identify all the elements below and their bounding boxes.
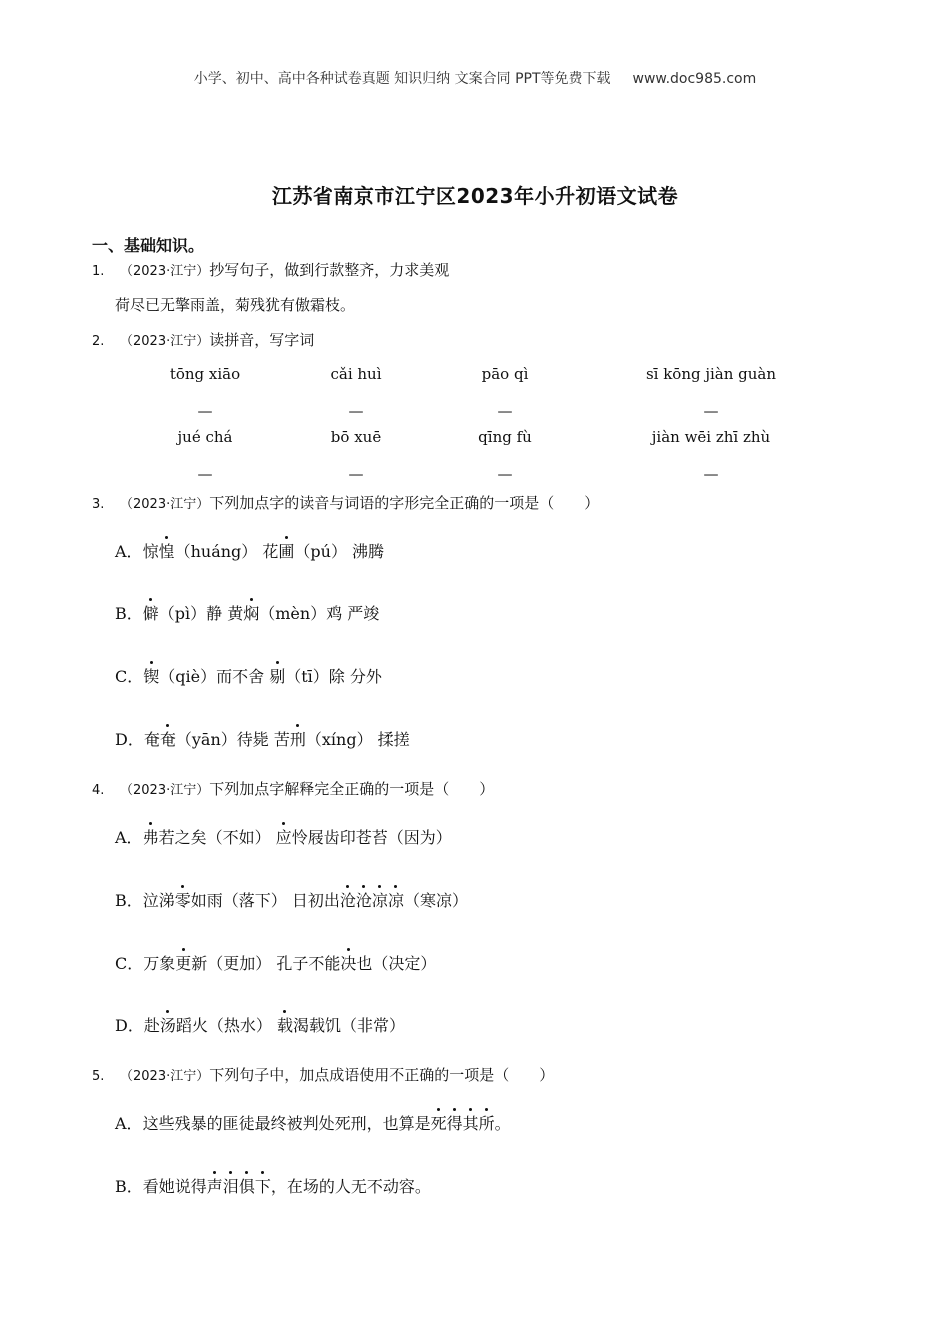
option-text: （寒凉）	[403, 891, 468, 910]
option-c[interactable]	[115, 664, 382, 687]
dotted-char: 僻	[143, 601, 159, 624]
option-text: （pì）静 黄	[158, 604, 244, 623]
dotted-char: 声	[207, 1174, 223, 1197]
option-text: 蹈火（热水）	[175, 1016, 277, 1035]
dotted-idiom	[431, 1114, 495, 1133]
dotted-char: 零	[175, 888, 191, 911]
answer-blank[interactable]: —	[497, 465, 513, 483]
question-text: 读拼音，写字词	[209, 331, 315, 349]
answer-blank[interactable]: —	[197, 465, 213, 483]
option-label: B．	[115, 1177, 143, 1196]
option-text: 泣涕	[142, 891, 175, 910]
header-site[interactable]: www.doc985.com	[632, 71, 757, 87]
option-text: （pú） 沸腾	[294, 542, 385, 561]
question-source: （2023·江宁）	[120, 497, 210, 512]
question-5	[92, 1064, 554, 1085]
dotted-char: 载	[277, 1013, 293, 1036]
pinyin-item: bō xuē	[330, 428, 382, 446]
pinyin-item: jiàn wēi zhī zhù	[651, 428, 771, 446]
option-text: （qiè）而不舍	[159, 667, 270, 686]
dotted-char: 泪	[223, 1174, 239, 1197]
option-text: （yān）待毙 苦	[175, 730, 290, 749]
answer-blank[interactable]: —	[348, 465, 364, 483]
dotted-char: 沧	[356, 888, 372, 911]
header-text: 小学、初中、高中各种试卷真题 知识归纳 文案合同 PPT等免费下载	[193, 71, 611, 87]
dotted-char: 弗	[143, 825, 159, 848]
copy-sentence: 荷尽已无擎雨盖，菊残犹有傲霜枝。	[115, 296, 356, 314]
option-d[interactable]	[115, 1013, 405, 1036]
dotted-char: 所	[479, 1111, 495, 1134]
dotted-char: 应	[276, 825, 292, 848]
option-text: 万象	[143, 954, 176, 973]
option-label: B．	[115, 604, 143, 623]
option-text: 赴	[143, 1016, 160, 1035]
option-text: 。	[494, 1114, 511, 1133]
dotted-char: 决	[340, 951, 356, 974]
pinyin-item: pāo qì	[481, 365, 529, 383]
page-header	[0, 68, 950, 88]
option-label: D．	[115, 1016, 144, 1035]
question-1	[92, 259, 449, 280]
answer-blank[interactable]: —	[348, 402, 364, 420]
option-label: C．	[115, 954, 144, 973]
answer-blank[interactable]: —	[703, 465, 719, 483]
dotted-char: 俱	[239, 1174, 255, 1197]
question-text: 下列加点字解释完全正确的一项是（ ）	[209, 780, 495, 798]
option-text: （tī）除 分外	[285, 667, 382, 686]
option-c[interactable]	[115, 951, 436, 974]
question-source: （2023·江宁）	[120, 1069, 210, 1084]
option-text: 若之矣（不如）	[158, 828, 276, 847]
option-text: 惊	[142, 542, 159, 561]
pinyin-item: jué chá	[177, 428, 233, 446]
question-3	[92, 492, 599, 513]
option-text: 也（决定）	[356, 954, 437, 973]
option-text: ，在场的人无不动容。	[270, 1177, 431, 1196]
dotted-char: 其	[463, 1111, 479, 1134]
pinyin-item: tōng xiāo	[169, 365, 241, 383]
question-number: 5.	[92, 1069, 105, 1084]
dotted-char: 凉	[372, 888, 388, 911]
dotted-char	[340, 891, 404, 910]
dotted-char: 死	[431, 1111, 447, 1134]
dotted-char: 汤	[160, 1013, 176, 1036]
section-heading: 一、基础知识。	[92, 236, 205, 255]
option-text: 这些残暴的匪徒最终被判处死刑，也算是	[142, 1114, 431, 1133]
question-2	[92, 329, 314, 350]
answer-blank[interactable]: —	[497, 402, 513, 420]
answer-blank[interactable]: —	[197, 402, 213, 420]
option-text: 如雨（落下） 日初出	[190, 891, 340, 910]
question-number: 4.	[92, 783, 105, 798]
dotted-char: 焖	[243, 601, 259, 624]
question-text: 抄写句子，做到行款整齐，力求美观	[209, 261, 450, 279]
option-d[interactable]	[115, 727, 410, 750]
option-b[interactable]	[115, 888, 468, 911]
option-label: A．	[115, 1114, 143, 1133]
dotted-char: 凉	[388, 888, 404, 911]
dotted-char: 刑	[290, 727, 306, 750]
pinyin-item: cǎi huì	[330, 365, 382, 383]
question-number: 3.	[92, 497, 105, 512]
dotted-char: 得	[447, 1111, 463, 1134]
question-source: （2023·江宁）	[120, 783, 210, 798]
question-text: 下列句子中，加点成语使用不正确的一项是（ ）	[209, 1066, 555, 1084]
page-title: 江苏省南京市江宁区2023年小升初语文试卷	[271, 184, 679, 208]
dotted-char: 奄	[160, 727, 176, 750]
option-b[interactable]	[115, 601, 379, 624]
question-source: （2023·江宁）	[120, 334, 210, 349]
option-text: （mèn）鸡 严竣	[259, 604, 380, 623]
question-text: 下列加点字的读音与词语的字形完全正确的一项是（ ）	[209, 494, 600, 512]
option-a[interactable]	[115, 539, 384, 562]
dotted-idiom	[207, 1177, 271, 1196]
pinyin-item: qīng fù	[478, 428, 532, 446]
option-text: 奄	[143, 730, 160, 749]
dotted-char: 更	[175, 951, 191, 974]
question-number: 2.	[92, 334, 105, 349]
option-text: 渴载饥（非常）	[292, 1016, 405, 1035]
question-4	[92, 778, 494, 799]
option-label: C．	[115, 667, 144, 686]
option-a[interactable]	[115, 1111, 511, 1134]
dotted-char: 惶	[159, 539, 175, 562]
option-label: A．	[115, 542, 143, 561]
option-text: 看她说得	[142, 1177, 207, 1196]
dotted-char: 下	[255, 1174, 271, 1197]
dotted-char: 锲	[143, 664, 159, 687]
pinyin-item: sī kōng jiàn guàn	[645, 365, 777, 383]
answer-blank[interactable]: —	[703, 402, 719, 420]
option-b[interactable]	[115, 1174, 431, 1197]
option-a[interactable]	[115, 825, 452, 848]
option-label: D．	[115, 730, 144, 749]
option-text: 新（更加） 孔子不能	[191, 954, 341, 973]
option-text: 怜屐齿印苍苔（因为）	[291, 828, 452, 847]
dotted-char: 剔	[269, 664, 285, 687]
option-text: （huáng） 花	[174, 542, 279, 561]
dotted-char: 沧	[340, 888, 356, 911]
option-label: B．	[115, 891, 143, 910]
question-number: 1.	[92, 264, 105, 279]
option-text: （xíng） 揉搓	[305, 730, 410, 749]
dotted-char: 圃	[278, 539, 294, 562]
question-source: （2023·江宁）	[120, 264, 210, 279]
option-label: A．	[115, 828, 143, 847]
